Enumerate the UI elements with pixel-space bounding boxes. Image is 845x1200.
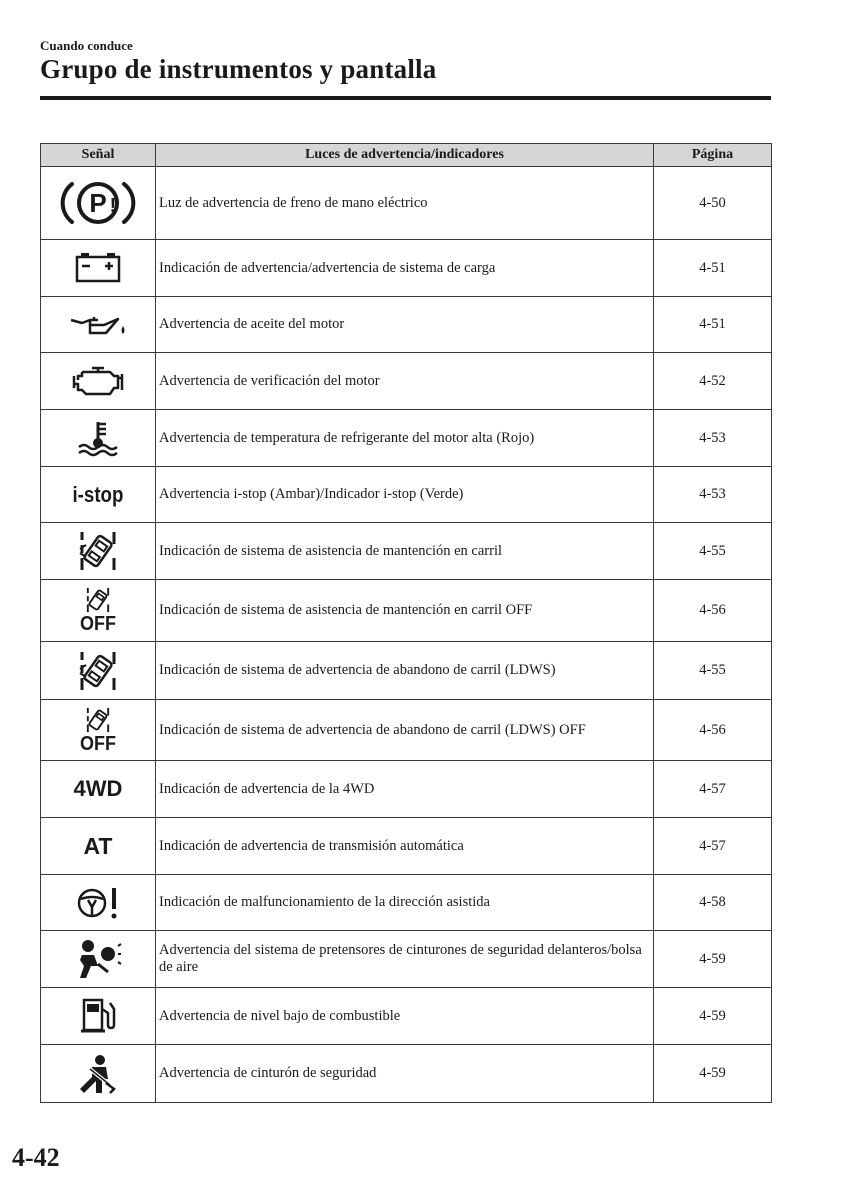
description-cell: Indicación de sistema de advertencia de abandono de carril (LDWS) OFF [156, 700, 654, 761]
page-cell: 4-51 [654, 240, 772, 297]
page-cell: 4-57 [654, 818, 772, 875]
lane-keep-icon [76, 529, 120, 573]
table-row [41, 467, 772, 523]
check-engine-icon [70, 364, 126, 398]
page-cell: 4-53 [654, 467, 772, 523]
table-header-row [41, 144, 772, 167]
description-cell: Advertencia de cinturón de seguridad [156, 1045, 654, 1103]
description-cell: Advertencia de nivel bajo de combustible [156, 988, 654, 1045]
page-cell: 4-52 [654, 353, 772, 410]
table-row [41, 642, 772, 700]
table-row [41, 700, 772, 761]
page-cell: 4-53 [654, 410, 772, 467]
i-stop-icon: i-stop [72, 481, 124, 507]
oil-can-icon [68, 311, 128, 339]
page-cell: 4-57 [654, 761, 772, 818]
page-number: 4-42 [12, 1143, 60, 1172]
page-cell: 4-59 [654, 988, 772, 1045]
table-row [41, 523, 772, 580]
fuel-pump-icon [78, 997, 118, 1035]
section-label: Cuando conduce [40, 38, 133, 53]
table-row [41, 988, 772, 1045]
lane-keep-small-icon [83, 586, 113, 614]
column-header-signal: Señal [41, 144, 156, 167]
page-cell: 4-59 [654, 931, 772, 988]
description-cell: Indicación de sistema de asistencia de mantención en carril OFF [156, 580, 654, 642]
table-row [41, 818, 772, 875]
page-cell: 4-58 [654, 875, 772, 931]
description-cell: Indicación de malfuncionamiento de la dirección asistida [156, 875, 654, 931]
lane-departure-icon [76, 649, 120, 693]
description-cell: Indicación de advertencia/advertencia de sistema de carga [156, 240, 654, 297]
page-title: Grupo de instrumentos y pantalla [40, 54, 437, 84]
table-row [41, 580, 772, 642]
table-row [41, 297, 772, 353]
page-cell: 4-56 [654, 700, 772, 761]
lane-departure-small-icon [83, 706, 113, 734]
description-cell: Luz de advertencia de freno de mano eléctrico [156, 167, 654, 240]
page-cell: 4-55 [654, 523, 772, 580]
description-cell: Advertencia del sistema de pretensores de cinturones de seguridad delanteros/bolsa de aire [156, 931, 654, 988]
description-cell: Advertencia de verificación del motor [156, 353, 654, 410]
description-cell: Advertencia i-stop (Ambar)/Indicador i-stop (Verde) [156, 467, 654, 523]
table-row [41, 931, 772, 988]
description-cell: Indicación de advertencia de transmisión automática [156, 818, 654, 875]
table-row [41, 761, 772, 818]
page-cell: 4-55 [654, 642, 772, 700]
seat-belt-icon [76, 1053, 120, 1095]
lane-departure-off-icon: OFF [80, 732, 116, 755]
description-cell: Advertencia de aceite del motor [156, 297, 654, 353]
lane-keep-off-icon: OFF [80, 613, 116, 635]
page-cell: 4-59 [654, 1045, 772, 1103]
svg-text:!: ! [109, 195, 117, 217]
battery-icon [72, 251, 124, 285]
page-cell: 4-56 [654, 580, 772, 642]
table-row [41, 240, 772, 297]
page-cell: 4-51 [654, 297, 772, 353]
4wd-icon: 4WD [73, 776, 123, 801]
coolant-temperature-icon [76, 419, 120, 457]
description-cell: Indicación de sistema de asistencia de mantención en carril [156, 523, 654, 580]
description-cell: Advertencia de temperatura de refrigerante del motor alta (Rojo) [156, 410, 654, 467]
column-header-description: Luces de advertencia/indicadores [156, 144, 654, 167]
table-row [41, 353, 772, 410]
warning-lights-table [40, 143, 772, 1103]
at-icon: AT [83, 832, 113, 859]
svg-text:P: P [89, 188, 107, 218]
power-steering-icon [74, 885, 122, 921]
table-row [41, 875, 772, 931]
title-rule [40, 96, 771, 100]
parking-brake-icon [60, 177, 136, 229]
table-row [41, 410, 772, 467]
description-cell: Indicación de advertencia de la 4WD [156, 761, 654, 818]
page-cell: 4-50 [654, 167, 772, 240]
column-header-page: Página [654, 144, 772, 167]
airbag-icon [74, 938, 122, 980]
table-row [41, 167, 772, 240]
table-row [41, 1045, 772, 1103]
description-cell: Indicación de sistema de advertencia de abandono de carril (LDWS) [156, 642, 654, 700]
